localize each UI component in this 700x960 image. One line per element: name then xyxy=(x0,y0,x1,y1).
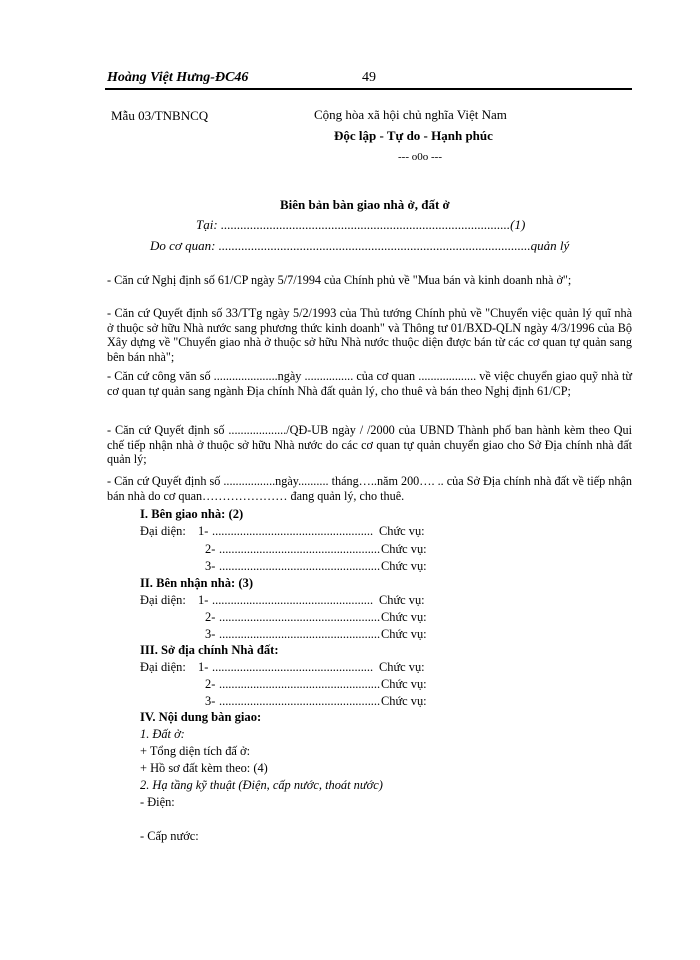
name-blank: .................................................... xyxy=(219,627,381,641)
rep-number: 1- xyxy=(198,660,209,674)
national-ornament: --- o0o --- xyxy=(398,151,442,163)
position-label: Chức vụ: xyxy=(381,559,427,573)
rep-number: 1- xyxy=(198,524,209,538)
document-title: Biên bản bàn giao nhà ở, đất ở xyxy=(280,197,450,212)
position-label: Chức vụ: xyxy=(379,593,425,607)
basis-paragraph-5: - Căn cứ Quyết định số .................ngày.......... tháng…..năm 200…. .. của Sở Địa chính nhà đất về tiếp nhận bán nhà do cơ quan………………… đang quản lý, cho thuê. xyxy=(107,474,632,503)
header-rule xyxy=(105,88,632,90)
position-label: Chức vụ: xyxy=(381,627,427,641)
rep-number: 3- xyxy=(205,627,216,641)
national-title: Cộng hòa xã hội chủ nghĩa Việt Nam xyxy=(314,107,507,122)
rep-number: 3- xyxy=(205,559,216,573)
position-label: Chức vụ: xyxy=(381,677,427,691)
managing-agency-line: Do cơ quan: ................................................................................................quản lý xyxy=(150,238,570,253)
position-label: Chức vụ: xyxy=(379,660,425,674)
name-blank: .................................................... xyxy=(219,559,381,573)
name-blank: .................................................... xyxy=(212,593,374,607)
national-motto: Độc lập - Tự do - Hạnh phúc xyxy=(334,128,493,143)
rep-label: Đại diện: xyxy=(140,524,186,538)
position-label: Chức vụ: xyxy=(381,694,427,708)
rep-number: 2- xyxy=(205,677,216,691)
running-header-title: Hoàng Việt Hưng-ĐC46 xyxy=(107,70,249,85)
subsection-residential-land: 1. Đất ở: xyxy=(140,727,185,741)
name-blank: .................................................... xyxy=(219,542,381,556)
location-line: Tại: .........................................................................................(1) xyxy=(196,217,526,232)
rep-number: 1- xyxy=(198,593,209,607)
section-receiving-party: II. Bên nhận nhà: (3) xyxy=(140,576,254,590)
position-label: Chức vụ: xyxy=(379,524,425,538)
name-blank: .................................................... xyxy=(212,660,374,674)
name-blank: .................................................... xyxy=(212,524,374,538)
electricity-item: - Điện: xyxy=(140,795,175,809)
form-code: Mẫu 03/TNBNCQ xyxy=(111,108,209,123)
rep-label: Đại diện: xyxy=(140,660,186,674)
land-documents-item: + Hồ sơ đất kèm theo: (4) xyxy=(140,761,268,775)
name-blank: .................................................... xyxy=(219,677,381,691)
basis-paragraph-2: - Căn cứ Quyết định số 33/TTg ngày 5/2/1993 của Thủ tướng Chính phủ về "Chuyển việc quản lý quĩ nhà ở thuộc sở hữu Nhà nước sang phương thức kinh doanh" và Thông tư 01/BXD-QLN ngày 4/3/1996 của Bộ Xây dựng về "Chuyển giao nhà ở thuộc sở hữu Nhà nước thuộc diện được bán từ các cơ quan tự quản sang bên bán nhà"; xyxy=(107,306,632,364)
water-supply-item: - Cấp nước: xyxy=(140,829,199,843)
basis-paragraph-1: - Căn cứ Nghị định số 61/CP ngày 5/7/1994 của Chính phủ về "Mua bán và kinh doanh nhà ở"; xyxy=(107,273,572,287)
rep-number: 2- xyxy=(205,610,216,624)
page-number: 49 xyxy=(362,70,376,85)
position-label: Chức vụ: xyxy=(381,542,427,556)
section-handover-party: I. Bên giao nhà: (2) xyxy=(140,507,244,521)
rep-number: 3- xyxy=(205,694,216,708)
rep-label: Đại diện: xyxy=(140,593,186,607)
basis-paragraph-4: - Căn cứ Quyết định số .................../QĐ-UB ngày / /2000 của UBND Thành phố ban hành kèm theo Qui chế tiếp nhận nhà ở thuộc sở hữu Nhà nước do các cơ quan tự quản chuyển giao cho Sở Địa chính nhà đất quản lý; xyxy=(107,423,632,467)
section-handover-content: IV. Nội dung bàn giao: xyxy=(140,710,262,724)
name-blank: .................................................... xyxy=(219,694,381,708)
total-area-item: + Tổng diện tích đấ ở: xyxy=(140,744,251,758)
basis-paragraph-3: - Căn cứ công văn số .....................ngày ................ của cơ quan ................... về việc chuyển giao quỹ nhà từ cơ quan tự quản sang ngành Địa chính Nhà đất quản lý, cho thuê và bán theo Nghị định 61/CP; xyxy=(107,369,632,398)
name-blank: .................................................... xyxy=(219,610,381,624)
position-label: Chức vụ: xyxy=(381,610,427,624)
subsection-infrastructure: 2. Hạ tầng kỹ thuật (Điện, cấp nước, thoát nước) xyxy=(140,778,383,792)
section-land-department: III. Sở địa chính Nhà đất: xyxy=(140,643,279,657)
rep-number: 2- xyxy=(205,542,216,556)
